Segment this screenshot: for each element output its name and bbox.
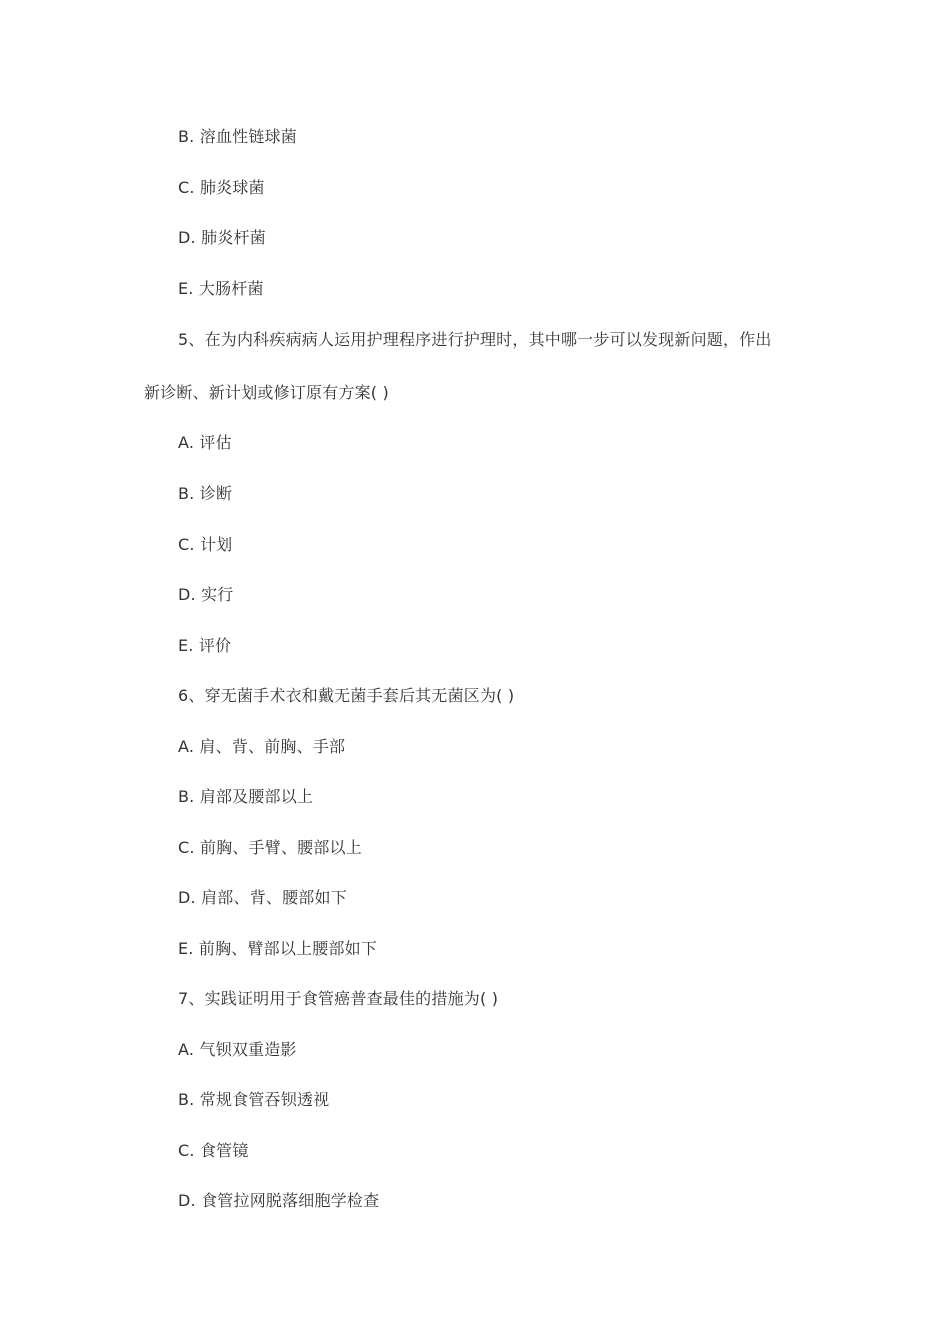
option-line: D. 肩部、背、腰部如下 <box>178 888 347 907</box>
question-line: 7、实践证明用于食管癌普查最佳的措施为( ) <box>178 989 499 1008</box>
option-line: B. 溶血性链球菌 <box>178 127 297 146</box>
option-line: D. 实行 <box>178 585 234 604</box>
option-line: A. 评估 <box>178 433 232 452</box>
option-line: C. 计划 <box>178 535 233 554</box>
option-line: C. 肺炎球菌 <box>178 178 265 197</box>
option-line: B. 常规食管吞钡透视 <box>178 1090 330 1109</box>
option-line: A. 肩、背、前胸、手部 <box>178 737 346 756</box>
question-line: 6、穿无菌手术衣和戴无菌手套后其无菌区为( ) <box>178 686 515 705</box>
option-line: D. 食管拉网脱落细胞学检查 <box>178 1191 380 1210</box>
option-line: B. 诊断 <box>178 484 233 503</box>
option-line: C. 前胸、手臂、腰部以上 <box>178 838 362 857</box>
option-line: E. 前胸、臂部以上腰部如下 <box>178 939 378 958</box>
option-line: D. 肺炎杆菌 <box>178 228 266 247</box>
question-line: 5、在为内科疾病病人运用护理程序进行护理时，其中哪一步可以发现新问题，作出 <box>178 330 772 349</box>
option-line: C. 食管镜 <box>178 1141 249 1160</box>
option-line: E. 大肠杆菌 <box>178 279 264 298</box>
option-line: B. 肩部及腰部以上 <box>178 787 314 806</box>
question-line-continued: 新诊断、新计划或修订原有方案( ) <box>144 383 389 402</box>
option-line: E. 评价 <box>178 636 232 655</box>
option-line: A. 气钡双重造影 <box>178 1040 297 1059</box>
